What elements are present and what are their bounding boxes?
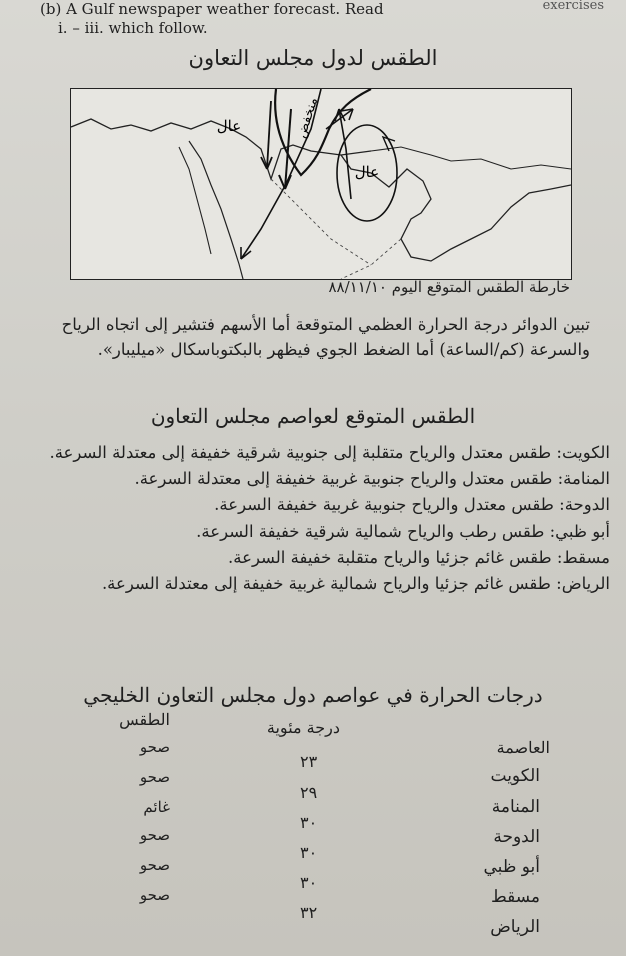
table-row-city: المنامة [491,797,540,817]
table-row-weather: صحو [139,768,170,786]
table-row-city: الدوحة [493,827,540,847]
forecast-line: المنامة: طقس معتدل والرياح جنوبية غربية خفيفة إلى معتدلة السرعة. [134,469,610,489]
table-row-city: الرياض [490,917,540,937]
weather-map [70,88,572,280]
exercise-intro [40,0,384,38]
label-low: منخفض [294,95,322,141]
sinai-coast [179,147,211,254]
table-row-degrees: ٣٠ [300,873,318,892]
label-high-west: عال [216,117,242,135]
table-row-degrees: ٢٩ [300,783,318,802]
col-header-degrees: درجة مئوية [266,718,340,737]
table-row-degrees: ٣٠ [300,843,318,862]
corner-running-head: exercises [542,0,604,13]
table-row-weather: صحو [139,826,170,844]
intro-line-2: i. – iii. which follow. [58,19,208,37]
border-line [271,179,371,265]
red-sea-coast [189,141,243,279]
table-row-weather: غائم [143,798,170,816]
border-line-2 [341,239,401,279]
table-row-degrees: ٣٢ [300,903,318,922]
forecast-line: مسقط: طقس غائم جزئيا والرياح متقلبة خفيفة السرعة. [228,547,610,567]
table-row-weather: صحو [139,856,170,874]
forecast-line: الكويت: طقس معتدل والرياح متقلبة إلى جنوبية شرقية خفيفة إلى معتدلة السرعة. [49,443,610,462]
map-drawing [71,89,571,279]
map-caption: خارطة الطقس المتوقع اليوم ٨٨/١١/١٠ [328,278,570,296]
forecast-line: الرياض: طقس غائم جزئيا والرياح شمالية غربية خفيفة إلى معتدلة السرعة. [101,574,610,594]
forecast-title: الطقس المتوقع لعواصم مجلس التعاون [150,404,476,428]
table-row-city: الكويت [490,766,540,786]
intro-line-1: (b) A Gulf newspaper weather forecast. Read [40,0,384,18]
forecast-list [18,440,610,597]
table-row-degrees: ٣٠ [300,813,318,832]
table-row-degrees: ٢٣ [300,752,318,771]
col-header-city: العاصمة [496,738,550,757]
table-row-weather: صحو [139,886,170,904]
forecast-line: أبو ظبي: طقس رطب والرياح شمالية شرقية خفيفة السرعة. [196,521,610,541]
label-high-east: عال [354,163,380,181]
wind-arrow-long-head [241,247,251,259]
table-row-weather: صحو [139,738,170,756]
table-row-city: أبو ظبي [483,857,540,877]
col-header-weather: الطقس [119,710,170,729]
table-row-city: مسقط [490,887,540,907]
iran-coast [371,147,571,169]
map-title: الطقس لدول مجلس التعاون [188,46,438,70]
map-legend-text: تبين الدوائر درجة الحرارة العظمي المتوقعة أما الأسهم فتشير إلى اتجاه الرياح والسرعة (كم/الساعة) أما الضغط الجوي فيظهر بالبكتوباسكال «ميليبار». [61,315,590,359]
forecast-line: الدوحة: طقس معتدل والرياح جنوبية غربية خفيفة السرعة. [214,495,610,515]
temperatures-title: درجات الحرارة في عواصم دول مجلس التعاون الخليجي [83,683,543,707]
